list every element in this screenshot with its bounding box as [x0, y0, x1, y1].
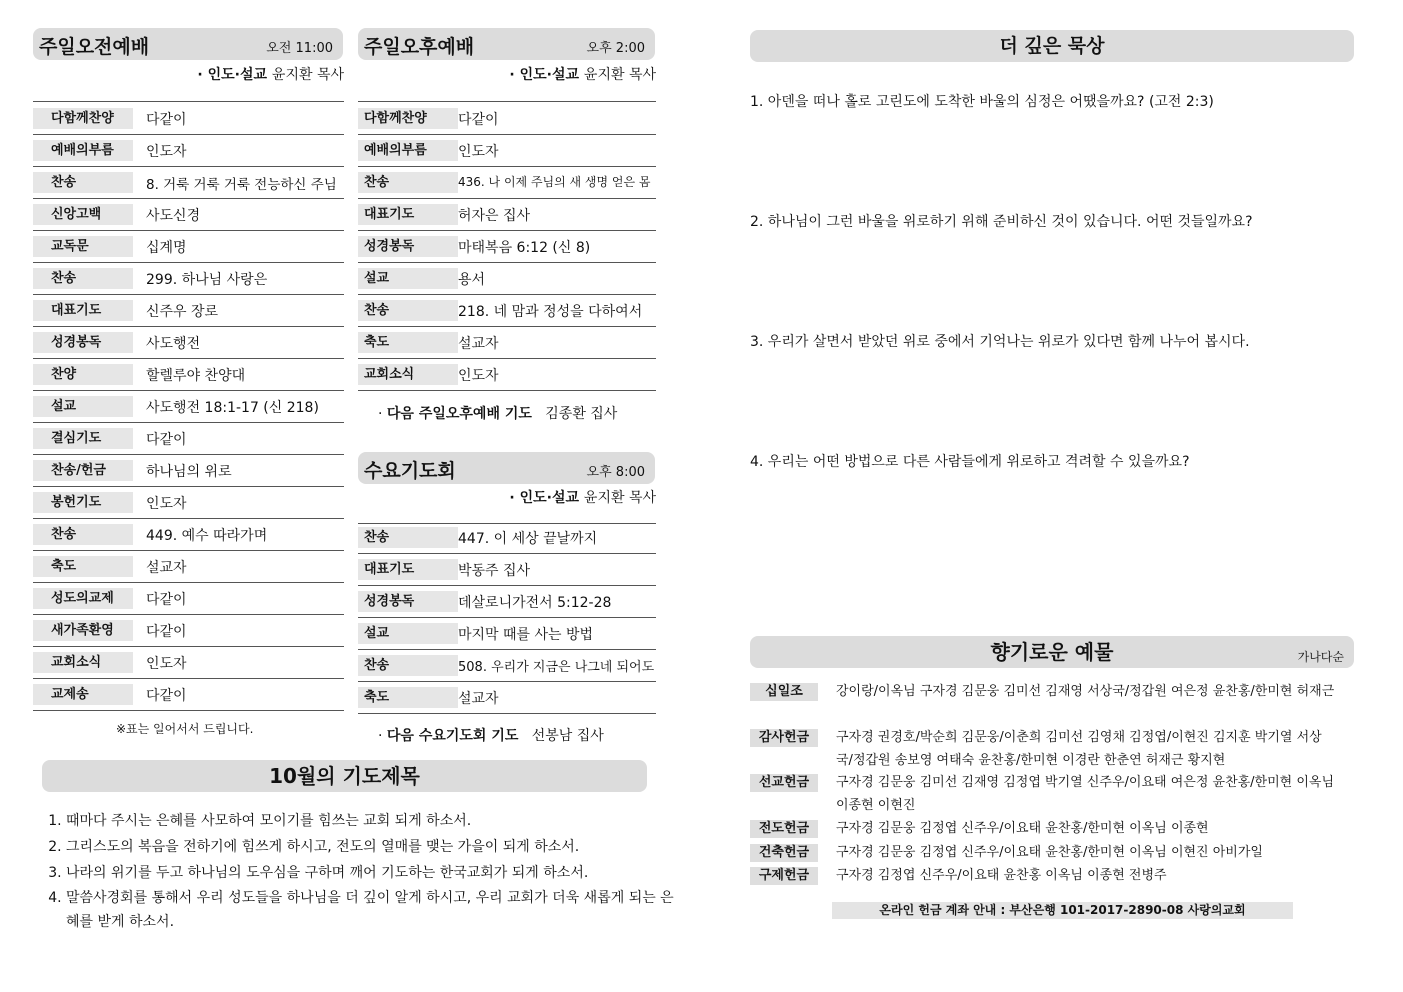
offering-names: 구자경 권경호/박순희 김문웅/이춘희 김미선 김영채 김정엽/이현진 김지훈 박기열 서상국/정갑원 송보영 여태숙 윤찬홍/한미현 이경란 한춘연 허재근 황지현: [836, 730, 1322, 768]
order-item-label: 예배의부름: [358, 140, 458, 161]
afternoon-next-prayer: · 다음 주일오후예배 기도 김종환 집사: [378, 406, 618, 422]
order-item-value: 447. 이 세상 끝날까지: [458, 531, 598, 547]
order-item-value: 마지막 때를 사는 방법: [458, 627, 594, 643]
prayer-topics-title: 10월의 기도제목: [269, 764, 420, 788]
morning-leader: · 인도·설교 윤지환 목사: [197, 67, 344, 83]
service-order-row: [358, 649, 656, 682]
prayer-topic-item: 1. 때마다 주시는 은혜를 사모하여 모이기를 힘쓰는 교회 되게 하소서.: [66, 808, 678, 834]
order-item-value: 마태복음 6:12 (신 8): [458, 240, 591, 256]
service-order-row: [33, 550, 344, 583]
order-item-label: 예배의부름: [33, 140, 133, 161]
service-order-row: [358, 553, 656, 586]
order-item-value: 신주우 장로: [146, 304, 219, 320]
service-order-row: [358, 585, 656, 618]
order-item-label: 찬송: [33, 172, 133, 193]
order-item-value: 십계명: [146, 240, 187, 256]
offering-label: 건축헌금: [750, 844, 818, 862]
order-item-label: 찬송: [358, 655, 458, 676]
service-order-row: [33, 518, 344, 551]
order-item-label: 설교: [33, 396, 133, 417]
offering-names: 강이랑/이옥님 구자경 김문웅 김미선 김재영 서상국/정갑원 여은정 윤찬홍/한미현 허재근: [836, 684, 1335, 699]
order-item-value: 인도자: [146, 144, 187, 160]
service-order-row: [33, 102, 344, 135]
service-order-row: [33, 486, 344, 519]
order-item-label: 찬송: [33, 524, 133, 545]
service-order-row: [33, 390, 344, 423]
order-item-label: 교제송: [33, 684, 133, 705]
order-item-label: 축도: [33, 556, 133, 577]
wednesday-service-title: 수요기도회: [364, 460, 456, 482]
afternoon-service-header: [358, 28, 655, 60]
service-order-row: [33, 358, 344, 391]
meditation-title: 더 깊은 묵상: [999, 35, 1105, 57]
service-order-row: [358, 294, 656, 327]
order-item-value: 허자은 집사: [458, 208, 531, 224]
service-order-row: [358, 262, 656, 295]
order-item-label: 결심기도: [33, 428, 133, 449]
service-order-row: [33, 614, 344, 647]
wednesday-service-time: 오후 8:00: [586, 465, 645, 480]
morning-service-time: 오전 11:00: [266, 41, 333, 56]
online-offering-account: 온라인 헌금 계좌 안내 : 부산은행 101-2017-2890-08 사랑의교회: [832, 902, 1293, 919]
service-order-row: [33, 422, 344, 455]
prayer-topic-item: 2. 그리스도의 복음을 전하기에 힘쓰게 하시고, 전도의 열매를 맺는 가을이 되게 하소서.: [66, 834, 678, 860]
service-order-row: [33, 582, 344, 615]
prayer-topic-item: 3. 나라의 위기를 두고 하나님의 도우심을 구하며 깨어 기도하는 한국교회가 되게 하소서.: [66, 860, 678, 886]
order-item-label: 축도: [358, 332, 458, 353]
order-item-value: 하나님의 위로: [146, 464, 232, 480]
order-item-label: 다함께찬양: [33, 108, 133, 129]
service-order-row: [358, 166, 656, 199]
order-item-value: 449. 예수 따라가며: [146, 528, 268, 544]
wednesday-service-header: [358, 452, 655, 484]
order-item-value: 다같이: [146, 112, 187, 128]
order-item-value: 다같이: [146, 688, 187, 704]
order-item-label: 설교: [358, 268, 458, 289]
order-item-label: 교회소식: [358, 364, 458, 385]
order-item-label: 다함께찬양: [358, 108, 458, 129]
order-item-label: 찬송: [358, 300, 458, 321]
order-item-label: 성경봉독: [358, 591, 458, 612]
order-item-value: 인도자: [146, 496, 187, 512]
service-order-row: [33, 454, 344, 487]
order-item-label: 축도: [358, 687, 458, 708]
order-item-value: 다같이: [146, 432, 187, 448]
offering-label: 전도헌금: [750, 820, 818, 838]
order-item-value: 다같이: [458, 112, 499, 128]
order-item-value: 다같이: [146, 624, 187, 640]
order-item-value: 할렐루야 찬양대: [146, 368, 246, 384]
order-item-value: 다같이: [146, 592, 187, 608]
service-order-row: [33, 166, 344, 199]
order-item-label: 설교: [358, 623, 458, 644]
order-item-label: 찬송: [358, 172, 458, 193]
service-order-row: [33, 230, 344, 263]
offering-label: 선교헌금: [750, 774, 818, 792]
wednesday-leader: · 인도·설교 윤지환 목사: [509, 490, 656, 506]
order-item-value: 설교자: [146, 560, 187, 576]
service-order-row: [358, 681, 656, 714]
afternoon-service-title: 주일오후예배: [364, 36, 475, 58]
order-item-value: 436. 나 이제 주님의 새 생명 얻은 몸: [458, 175, 651, 189]
morning-service-header: [33, 28, 343, 60]
meditation-question: 3. 우리가 살면서 받았던 위로 중에서 기억나는 위로가 있다면 함께 나누어 봅시다.: [750, 334, 1250, 350]
order-item-label: 봉헌기도: [33, 492, 133, 513]
order-item-label: 성경봉독: [358, 236, 458, 257]
order-item-label: 찬송: [33, 268, 133, 289]
morning-service-title: 주일오전예배: [39, 36, 150, 58]
order-item-label: 대표기도: [358, 559, 458, 580]
meditation-header: [750, 30, 1354, 62]
service-order-row: [33, 134, 344, 167]
afternoon-leader: · 인도·설교 윤지환 목사: [509, 67, 656, 83]
service-order-row: [33, 198, 344, 231]
service-order-row: [358, 358, 656, 391]
offering-names: 구자경 김문웅 김미선 김재영 김정엽 박기열 신주우/이요태 여은정 윤찬홍/한미현 이옥님 이종현 이현진: [836, 775, 1335, 813]
afternoon-service-time: 오후 2:00: [586, 41, 645, 56]
offering-names: 구자경 김문웅 김정엽 신주우/이요태 윤찬홍/한미현 이옥님 이현진 아비가일: [836, 845, 1263, 860]
order-item-value: 데살로니가전서 5:12-28: [458, 595, 612, 611]
service-order-row: [33, 262, 344, 295]
order-item-value: 용서: [458, 272, 486, 288]
offering-names: 구자경 김정엽 신주우/이요태 윤찬홍 이옥님 이종현 전병주: [836, 868, 1167, 883]
order-item-label: 대표기도: [358, 204, 458, 225]
order-item-value: 218. 네 맘과 정성을 다하여서: [458, 304, 643, 320]
service-order-row: [358, 198, 656, 231]
prayer-topics-list: [42, 808, 678, 934]
order-item-value: 508. 우리가 지금은 나그네 되어도: [458, 660, 655, 675]
service-order-row: [33, 326, 344, 359]
prayer-topic-item: 4. 말씀사경회를 통해서 우리 성도들을 하나님을 더 깊이 알게 하시고, 우리 교회가 더욱 새롭게 되는 은혜를 받게 하소서.: [66, 886, 678, 934]
offering-label: 구제헌금: [750, 867, 818, 885]
meditation-question: 1. 아덴을 떠나 홀로 고린도에 도착한 바울의 심정은 어땠을까요? (고전 2:3): [750, 94, 1214, 110]
offering-names: 구자경 김문웅 김정엽 신주우/이요태 윤찬홍/한미현 이옥님 이종현: [836, 821, 1209, 836]
order-item-label: 찬송/헌금: [33, 460, 133, 481]
service-order-row: [358, 134, 656, 167]
service-order-row: [33, 678, 344, 711]
order-item-value: 인도자: [458, 368, 499, 384]
order-item-value: 사도신경: [146, 208, 201, 224]
offering-title: 향기로운 예물: [990, 640, 1114, 664]
order-item-label: 교회소식: [33, 652, 133, 673]
order-item-label: 교독문: [33, 236, 133, 257]
service-order-row: [358, 326, 656, 359]
offering-label: 십일조: [750, 683, 818, 701]
order-item-value: 인도자: [458, 144, 499, 160]
order-item-label: 찬양: [33, 364, 133, 385]
order-item-value: 8. 거룩 거룩 거룩 전능하신 주님: [146, 177, 337, 193]
order-item-value: 299. 하나님 사랑은: [146, 272, 268, 288]
meditation-question: 2. 하나님이 그런 바울을 위로하기 위해 준비하신 것이 있습니다. 어떤 것들일까요?: [750, 214, 1253, 230]
order-item-label: 성도의교제: [33, 588, 133, 609]
order-item-value: 사도행전 18:1-17 (신 218): [146, 400, 319, 416]
order-item-label: 신앙고백: [33, 204, 133, 225]
order-item-value: 설교자: [458, 336, 499, 352]
service-order-row: [358, 230, 656, 263]
offering-label: 감사헌금: [750, 729, 818, 747]
order-item-label: 새가족환영: [33, 620, 133, 641]
standing-note: ※표는 일어서서 드립니다.: [116, 722, 254, 736]
offering-header: [750, 636, 1354, 668]
order-item-label: 대표기도: [33, 300, 133, 321]
order-item-label: 성경봉독: [33, 332, 133, 353]
offering-order-note: 가나다순: [1297, 650, 1344, 664]
service-order-row: [358, 617, 656, 650]
service-order-row: [358, 521, 656, 554]
service-order-row: [33, 294, 344, 327]
order-item-value: 박동주 집사: [458, 563, 531, 579]
prayer-topics-header: [42, 760, 647, 792]
service-order-row: [358, 102, 656, 135]
meditation-question: 4. 우리는 어떤 방법으로 다른 사람들에게 위로하고 격려할 수 있을까요?: [750, 454, 1190, 470]
order-item-value: 사도행전: [146, 336, 201, 352]
order-item-value: 인도자: [146, 656, 187, 672]
wednesday-next-prayer: · 다음 수요기도회 기도 선봉남 집사: [378, 728, 604, 744]
order-item-label: 찬송: [358, 527, 458, 548]
service-order-row: [33, 646, 344, 679]
order-item-value: 설교자: [458, 691, 499, 707]
